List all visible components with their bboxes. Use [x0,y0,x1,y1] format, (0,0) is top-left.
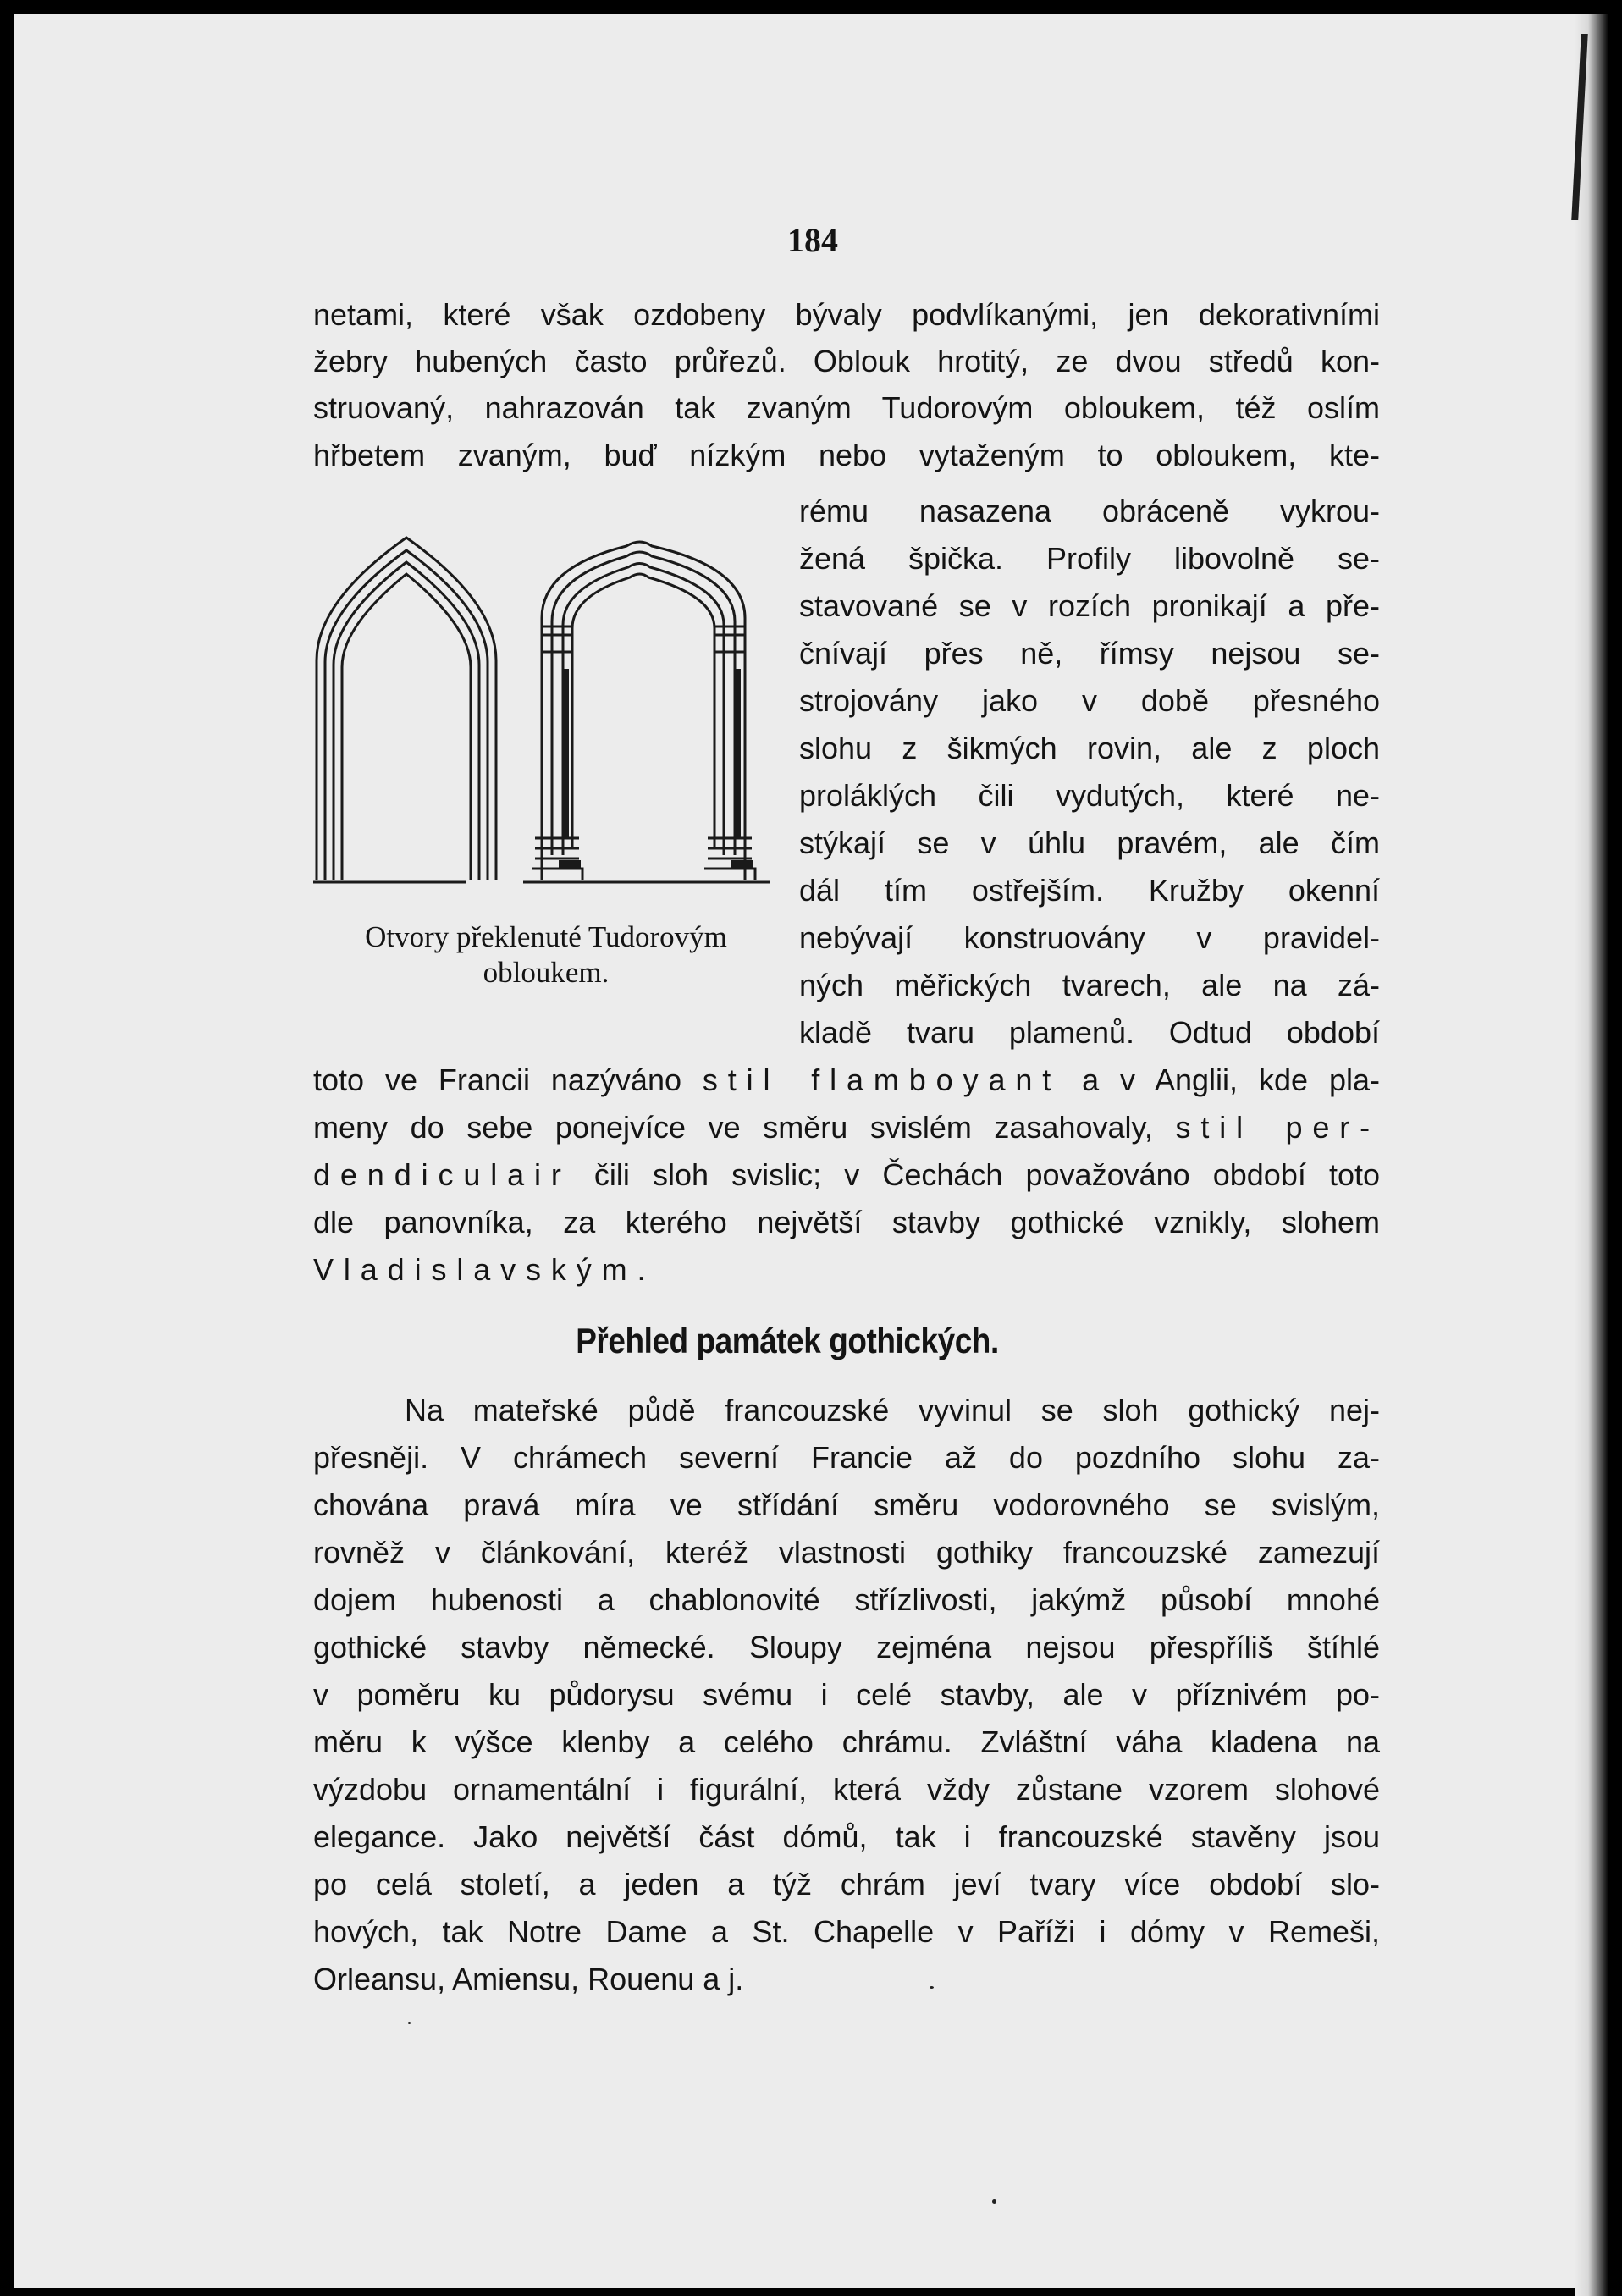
text-line: čnívají přes ně, římsy nejsou se- [799,636,1380,671]
text-line: ných měřických tvarech, ale na zá- [799,968,1380,1002]
left-arch-outline [334,562,479,880]
left-arch-outline [325,550,488,880]
text-line: žená špička. Profily libovolně se- [799,541,1380,576]
tudor-arch-figure [313,533,779,897]
column-shadow [731,860,753,869]
emphasis-spaced: Vladislavským. [313,1252,656,1287]
text-line: dojem hubenosti a chablonovité střízlivosti, jakýmž působí mnohé [313,1582,1380,1617]
paper-speck [930,1986,934,1989]
right-arch-outline [572,574,714,847]
text-line: slohu z šikmých rovin, ale z ploch [799,731,1380,765]
text-line: struovaný, nahrazován tak zvaným Tudorovým obloukem, též oslím [313,390,1380,425]
text-line: chována pravá míra ve střídání směru vodorovného se svislým, [313,1487,1380,1522]
text-line: žebry hubených často průřezů. Oblouk hrotitý, ze dvou středů kon- [313,344,1380,378]
text-run: čili sloh svislic; v Čechách považováno období toto [593,1157,1380,1192]
right-arch-outline [552,552,735,855]
text-line: v poměru ku půdorysu svému i celé stavby, ale v příznivém po- [313,1677,1380,1712]
emphasis-spaced: dendiculair [313,1157,571,1192]
text-line: strojovány jako v době přesného [799,683,1380,718]
text-line: stýkají se v úhlu pravém, ale čím [799,825,1380,860]
text-line: měru k výšce klenby a celého chrámu. Zvláštní váha kladena na [313,1725,1380,1759]
text-line: dle panovníka, za kterého největší stavby gothické vznikly, slohem [313,1205,1380,1239]
paper-speck [408,2022,411,2024]
figure-caption-line2: obloukem. [483,956,610,989]
text-line [313,1150,1380,1200]
left-arch-outline [342,574,471,880]
emphasis-spaced: stil flamboyant [702,1062,1062,1097]
text-line: přesněji. V chrámech severní Francie až do pozdního slohu za- [313,1440,1380,1475]
text-line [313,1055,1380,1106]
text-line: proláklých čili vydutých, které ne- [799,778,1380,813]
left-arch-outline [317,538,496,880]
text-line: rému nasazena obráceně vykrou- [799,494,1380,528]
text-line: dál tím ostřejším. Kružby okenní [799,873,1380,908]
text-line: po celá století, a jeden a týž chrám jeví tvary více období slo- [313,1867,1380,1901]
text-line: výzdobu ornamentální i figurální, která vždy zůstane vzorem slohové [313,1772,1380,1807]
right-arch-outline [563,564,724,856]
text-line: nebývají konstruovány v pravidel- [799,920,1380,955]
text-line: kladě tvaru plamenů. Odtud období [799,1015,1380,1050]
emphasis-spaced: stil per- [1175,1110,1380,1145]
text-line: hových, tak Notre Dame a St. Chapelle v Paříži i dómy v Remeši, [313,1914,1380,1949]
column-shadow [736,669,741,838]
text-run: toto ve Francii nazýváno [313,1062,681,1097]
text-run: meny do sebe ponejvíce ve směru svislém zasahovaly, [313,1110,1153,1145]
text-line [313,1102,1380,1153]
page-edge-shadow [1575,14,1608,2296]
column-base [532,869,755,880]
text-line: gothické stavby německé. Sloupy zejména nejsou přespříliš štíhlé [313,1630,1380,1664]
text-run: a v Anglii, kde pla- [1082,1062,1380,1097]
text-line: elegance. Jako největší část dómů, tak i francouzské stavěny jsou [313,1819,1380,1854]
column-band [535,838,752,858]
text-line [313,1245,1380,1295]
text-line: stavované se v rozích pronikají a pře- [799,588,1380,623]
page-number: 184 [787,221,838,259]
text-line: netami, které však ozdobeny bývaly podvlíkanými, jen dekorativními [313,297,1380,332]
column-shadow [564,669,569,838]
figure-caption-line1: Otvory překlenuté Tudorovým [365,920,727,953]
section-heading: Přehled památek gothických. [576,1321,999,1360]
text-line: rovněž v článkování, kteréž vlastnosti gothiky francouzské zamezují [313,1535,1380,1570]
text-line: hřbetem zvaným, buď nízkým nebo vytaženým to obloukem, kte- [313,438,1380,472]
column-shadow [559,860,581,869]
text-line: Orleansu, Amiensu, Rouenu a j. [313,1962,744,1996]
paper-speck [992,2199,996,2204]
text-line: Na mateřské půdě francouzské vyvinul se sloh gothický nej- [405,1393,1380,1427]
